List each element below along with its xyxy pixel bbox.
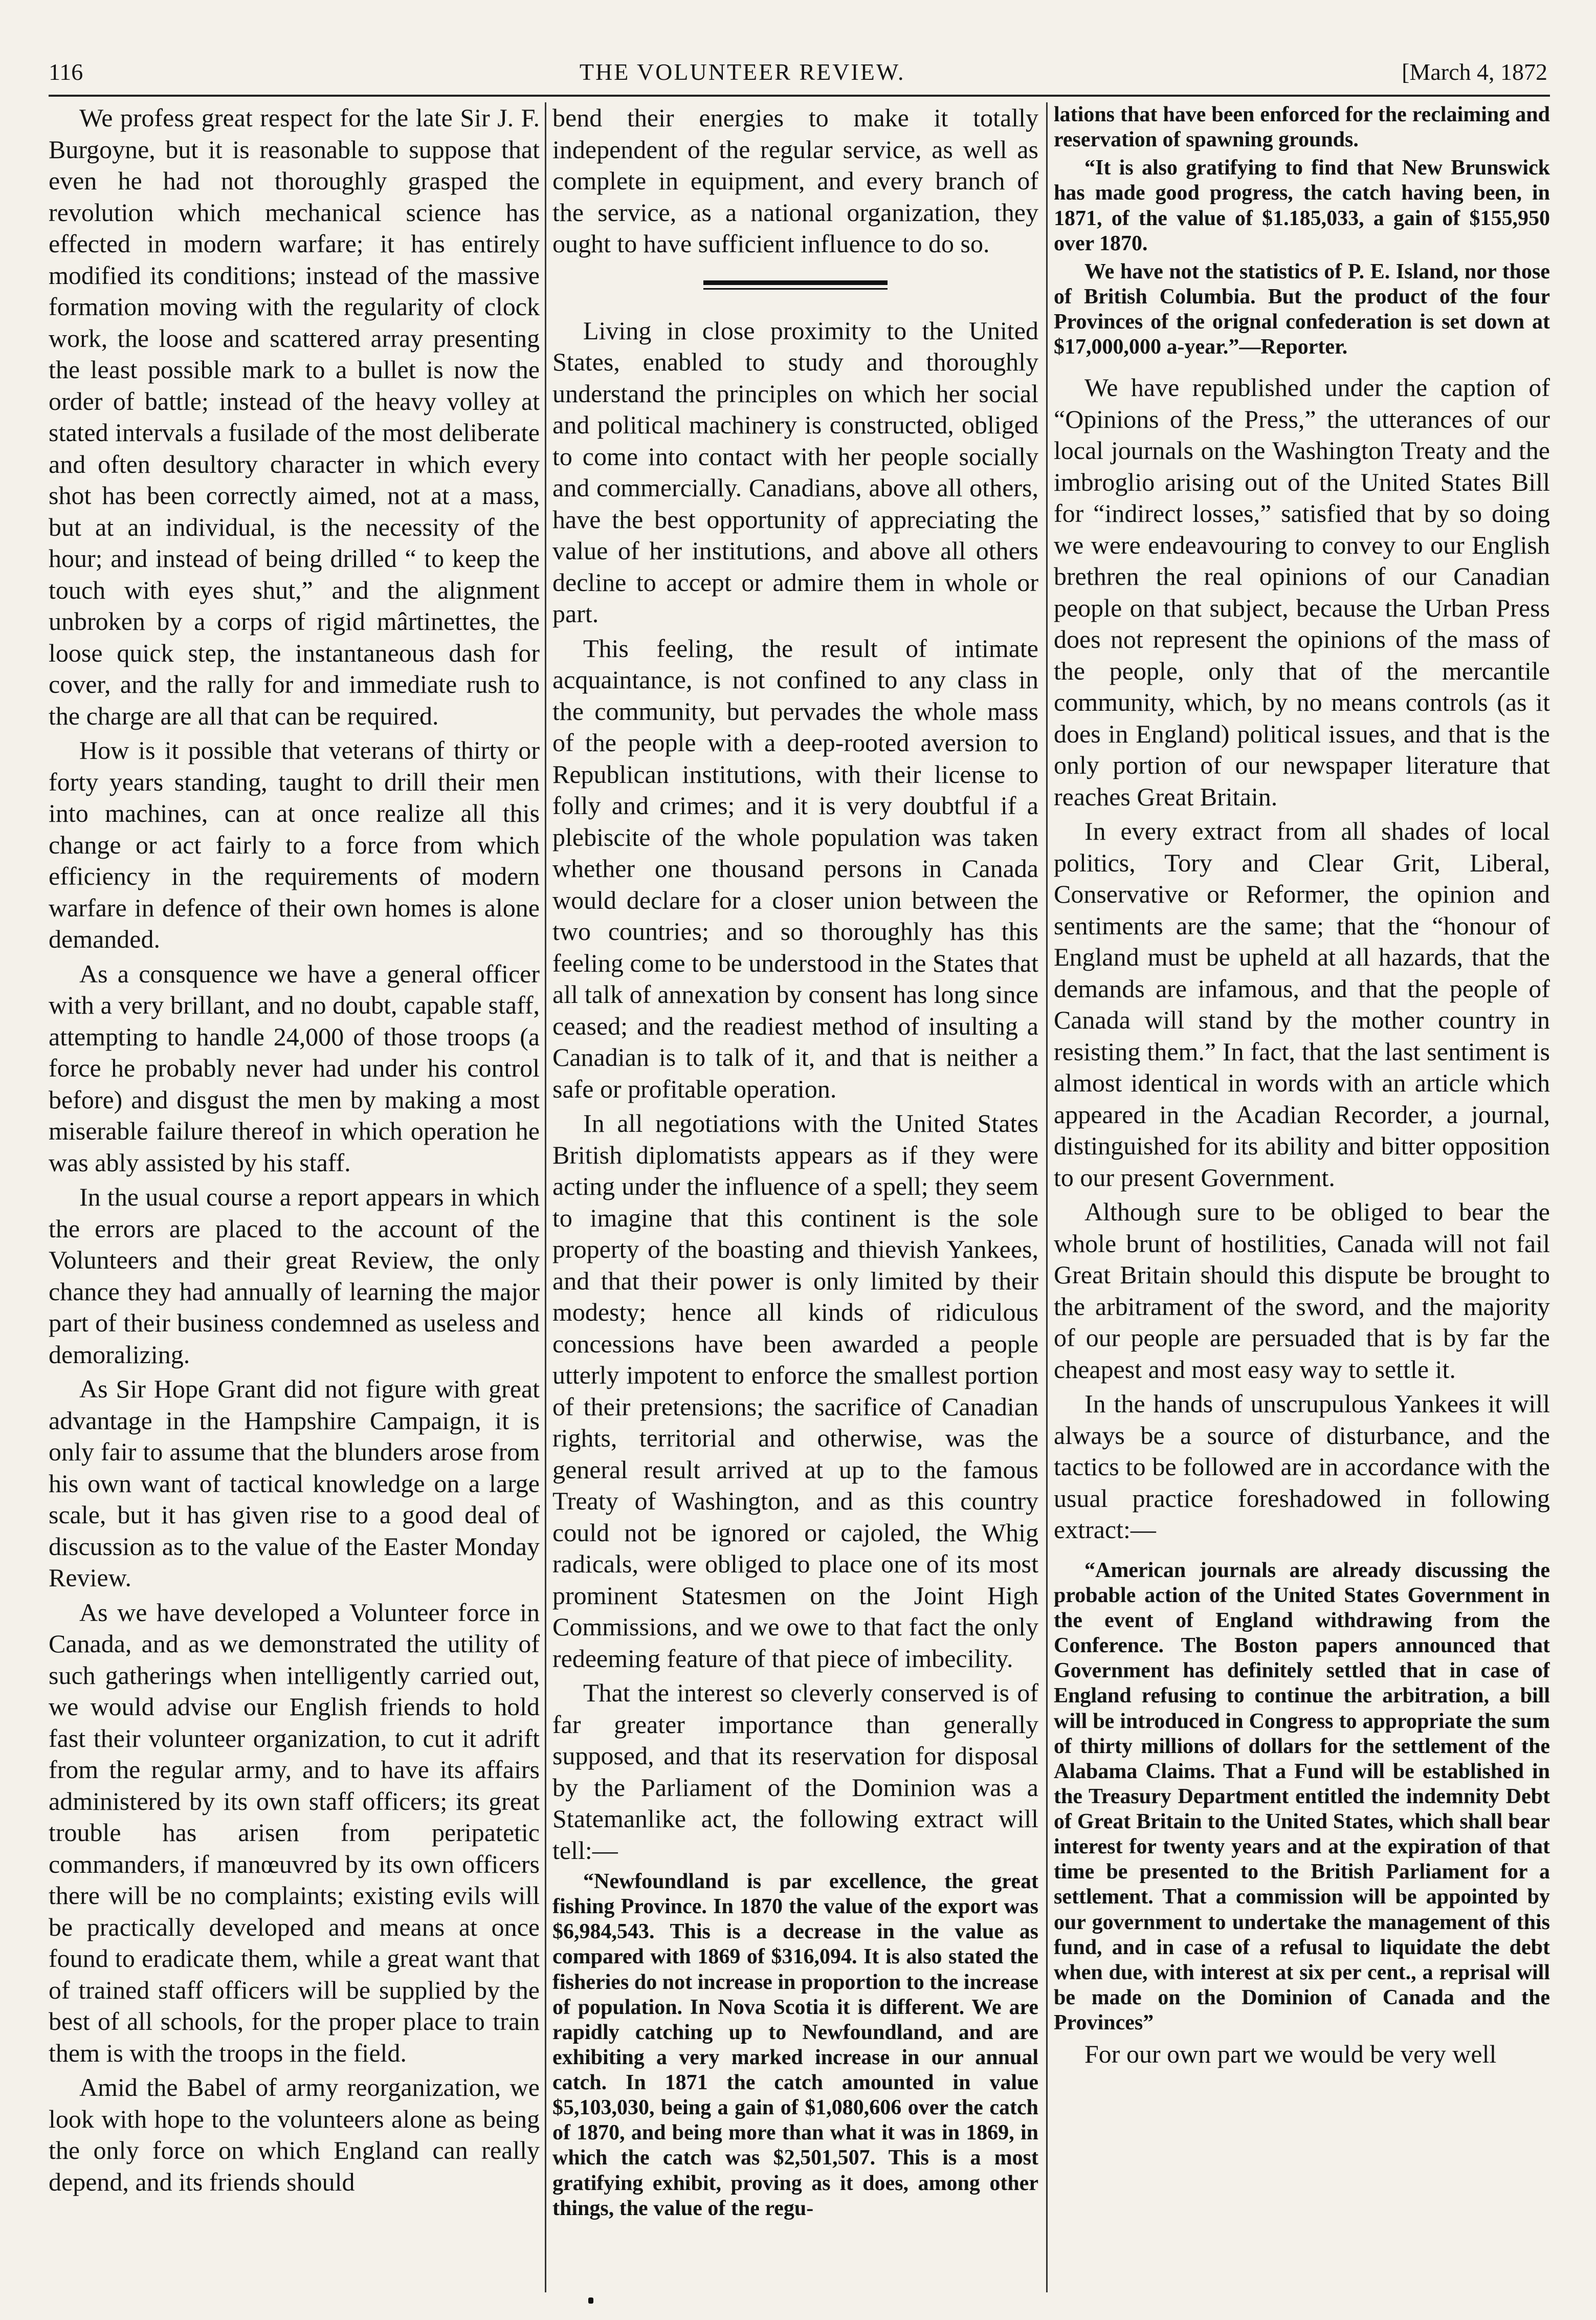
- paragraph: In the usual course a report appears in which the errors are placed to the account of the Volunteers and their great Review, the only chance they had annually of learning the major part of their business condemned as useless and demoralizing.: [49, 1183, 540, 1369]
- paragraph: We profess great respect for the late Sir J. F. Burgoyne, but it is reasonable to suppose that even he had not thoroughly grasped the revolution which mechanical science has effected in modern warfare; it has entirely modified its conditions; instead of the massive formation moving with the regularity of clock work, the loose and scattered array presenting the least possible mark to a bullet is now the order of battle; instead of the heavy volley at stated intervals a fusilade of the most deliberate and often desultory character in which every shot has been correctly aimed, not at a mass, but at an individual, is the necessity of the hour; and instead of being drilled “ to keep the touch with eyes shut,” and the alignment unbroken by a corps of rigid mârtinettes, the loose quick step, the instantaneous dash for cover, and the rally for and immediate rush to the charge are all that can be required.: [49, 103, 540, 730]
- paragraph: How is it possible that veterans of thirty or forty years standing, taught to drill their men into machines, can at once realize all this change or act fairly to a force from which efficiency in the requirements of modern warfare in defence of their own homes is alone demanded.: [49, 736, 540, 953]
- paragraph: As a consquence we have a general officer with a very brillant, and no doubt, capable staff, attempting to handle 24,000 of those troops (a force he probably never had under his control before) and disgust the men by making a most miserable failure thereof in which operation he was ably assisted by his staff.: [49, 959, 540, 1177]
- paragraph: We have republished under the caption of “Opinions of the Press,” the utterances of our local journals on the Washington Treaty and the imbroglio arising out of the United States Bill for “indirect losses,” satisfied that by so doing we were endeavouring to convey to our English brethren the real opinions of our Canadian people on that subject, because the Urban Press does not represent the opinions of the mass of the people, only that of the mercantile community, which, by no means controls (as it does in England) political issues, and that is the only portion of our newspaper literature that reaches Great Britain.: [1054, 373, 1550, 811]
- quoted-extract: “American journals are already discussing the probable action of the United States Government in the event of England withdrawing from the Conference. The Boston papers announced that Government has definitely settled that in case of England refusing to continue the arbitration, a bill will be introduced in Congress to appropriate the sum of thirty millions of dollars for the settlement of the Alabama Claims. That a Fund will be established in the Treasury Department entitled the indemnity Debt of Great Britain to the United States, which shall bear interest for twenty years and at the expiration of that time be presented to the British Parliament for a settlement. That a commission will be appointed by our government to undertake the management of this fund, and in case of a refusal to liquidate the debt when due, with interest at six per cent., a reprisal will be made on the Dominion of Canada and the Provinces”: [1054, 1558, 1550, 2034]
- ink-speck: [588, 2297, 593, 2304]
- paragraph: Although sure to be obliged to bear the whole brunt of hostilities, Canada will not fail Great Britain should this dispute be brought to the arbitrament of the sword, and the majority of our people are persuaded that is by far the cheapest and most easy way to settle it.: [1054, 1197, 1550, 1384]
- paragraph: This feeling, the result of intimate acquaintance, is not confined to any class in the community, but pervades the whole mass of the people with a deep-rooted aversion to Republican institutions, with their license to folly and crimes; and it is very doubtful if a plebiscite of the whole population was taken whether one thousand persons in Canada would declare for a closer union between the two countries; and so thoroughly has this feeling come to be understood in the States that all talk of annexation by consent has long since ceased; and the readiest method of insulting a Canadian is to talk of it, and that is neither a safe or profitable operation.: [552, 633, 1038, 1103]
- paragraph: In every extract from all shades of local politics, Tory and Clear Grit, Liberal, Conservative or Reformer, the opinion and sentiments are the same; that the “honour of England must be upheld at all hazards, that the demands are infamous, and that the people of Canada will stand by the mother country in resisting them.” In fact, that the last sentiment is almost identical in words with an article which appeared in the Acadian Recorder, a journal, distinguished for its ability and bitter opposition to our present Government.: [1054, 817, 1550, 1192]
- paragraph: Amid the Babel of army reorganization, we look with hope to the volunteers alone as being the only force on which England can really depend, and its friends should: [49, 2073, 540, 2196]
- quoted-extract: “Newfoundland is par excellence, the great fishing Province. In 1870 the value of the export was $6,984,543. This is a decrease in the value as compared with 1869 of $316,094. It is also stated the fisheries do not increase in proportion to the increase of population. In Nova Scotia it is different. We are rapidly catching up to Newfoundland, and are exhibiting a very marked increase in our annual catch. In 1871 the catch amounted in value $5,103,030, being a gain of $1,080,606 over the catch of 1870, and being more than what it was in 1869, in which the catch was $2,501,507. This is a most gratifying exhibit, proving as it does, among other things, the value of the regu-: [552, 1870, 1038, 2220]
- publication-title: THE VOLUNTEER REVIEW.: [579, 58, 905, 85]
- section-divider: [703, 280, 888, 290]
- header-rule: [49, 95, 1550, 97]
- page-number: 116: [49, 58, 83, 85]
- column-2: [552, 102, 1038, 2287]
- page-header: [49, 49, 1547, 95]
- paragraph: In the hands of unscrupulous Yankees it will always be a source of disturbance, and the tactics to be followed are in accordance with the usual practice foreshadowed in following extract:—: [1054, 1389, 1550, 1544]
- paragraph: Living in close proximity to the United States, enabled to study and thoroughly understand the principles on which her social and political machinery is constructed, obliged to come into contact with her people socially and commercially. Canadians, above all others, have the best opportunity of appreciating the value of her institutions, and above all others decline to accept or admire them in whole or part.: [552, 316, 1038, 628]
- paragraph: That the interest so cleverly conserved is of far greater importance than generally supposed, and that its reservation for disposal by the Parliament of the Dominion was a Statemanlike act, the following extract will tell:—: [552, 1678, 1038, 1865]
- paragraph: As Sir Hope Grant did not figure with great advantage in the Hampshire Campaign, it is only fair to assume that the blunders arose from his own want of tactical knowledge on a large scale, but it has given rise to a good deal of discussion as to the value of the Easter Monday Review.: [49, 1374, 540, 1592]
- paragraph: In all negotiations with the United States British diplomatists appears as if they were acting under the influence of a spell; they seem to imagine that this continent is the sole property of the boasting and thievish Yankees, and that their power is only limited by their modesty; hence all kinds of ridiculous concessions have been awarded a people utterly impotent to enforce the smallest portion of their pretensions; the sacrifice of Canadian rights, territorial and otherwise, was the general result arrived at up to the famous Treaty of Washington, and as this country could not be ignored or cajoled, the Whig radicals, were obliged to place one of its most prominent Statesmen on the Joint High Commissions, and we owe to that fact the only redeeming feature of that piece of imbecility.: [552, 1109, 1038, 1673]
- paragraph: As we have developed a Volunteer force in Canada, and as we demonstrated the utility of such gatherings when intelligently carried out, we would advise our English friends to hold fast their volunteer organization, to cut it adrift from the regular army, and to have its affairs administered by its own staff officers; its great trouble has arisen from peripatetic commanders, if manœuvred by its own officers there will be no complaints; existing evils will be practically developed and means at once found to eradicate them, while a great want that of trained staff officers will be supplied by the best of all schools, for the proper place to train them is with the troops in the field.: [49, 1597, 540, 2067]
- column-rule-2: [1046, 102, 1048, 2292]
- quoted-extract: “It is also gratifying to find that New Brunswick has made good progress, the catch having been, in 1871, of the value of $1.185,033, a gain of $155,950 over 1870.: [1054, 156, 1550, 255]
- issue-date: [March 4, 1872: [1402, 58, 1547, 85]
- paragraph: bend their energies to make it totally independent of the regular service, as well as complete in equipment, and every branch of the service, as a national organization, they ought to have sufficient influence to do so.: [552, 103, 1038, 258]
- column-3: [1054, 102, 1550, 2287]
- paragraph: For our own part we would be very well: [1084, 2040, 1497, 2069]
- quoted-extract: We have not the statistics of P. E. Island, nor those of British Columbia. But the product of the four Provinces of the orignal confederation is set down at $17,000,000 a-year.”—Reporter.: [1054, 259, 1550, 359]
- column-1: [49, 102, 540, 2287]
- quoted-extract: lations that have been enforced for the reclaiming and reservation of spawning grounds.: [1054, 103, 1550, 152]
- column-rule-1: [545, 102, 546, 2292]
